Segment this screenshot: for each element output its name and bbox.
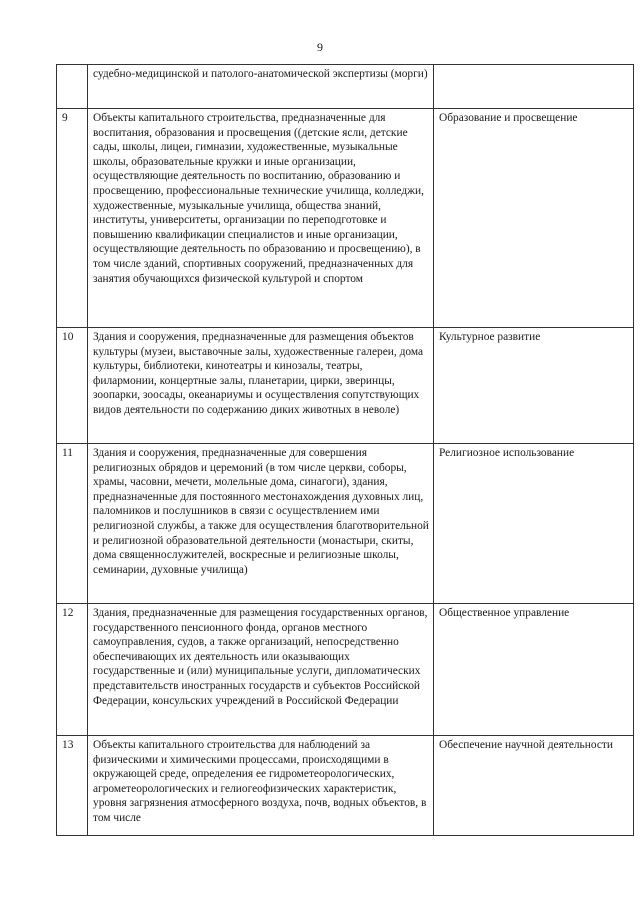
row-category: Религиозное использование [434, 444, 634, 604]
row-category: Общественное управление [434, 604, 634, 736]
row-description: Здания, предназначенные для размещения государственных органов, государственного пенсионного фонда, органов местного самоуправления, судов, а также организаций, непосредственно обеспечивающих их деятельность или оказывающих государственные и (или) муниципальные услуги, дипломатических представительств иностранных государств и субъектов Российской Федерации, консульских учреждений в Российской Федерации [88, 604, 434, 736]
row-category: Образование и просвещение [434, 109, 634, 328]
land-use-table [56, 64, 634, 836]
row-description: Здания и сооружения, предназначенные для совершения религиозных обрядов и церемоний (в том числе церкви, соборы, храмы, часовни, мечети, молельные дома, синагоги), здания, предназначенные для постоянного местонахождения духовных лиц, паломников и послушников в связи с осуществлением ими религиозной службы, а также для осуществления благотворительной и религиозной образовательной деятельности (монастыри, скиты, дома священнослужителей, воскресные и религиозные школы, семинарии, духовные училища) [88, 444, 434, 604]
table-row [57, 444, 634, 604]
row-number: 10 [57, 328, 88, 444]
row-description: Здания и сооружения, предназначенные для размещения объектов культуры (музеи, выставочные залы, художественные галереи, дома культуры, библиотеки, кинотеатры и кинозалы, театры, филармонии, концертные залы, планетарии, цирки, зверинцы, зоопарки, зоосады, океанариумы и осуществления сопутствующих видов деятельности по содержанию диких животных в неволе) [88, 328, 434, 444]
table-row [57, 736, 634, 836]
row-number: 12 [57, 604, 88, 736]
row-number: 13 [57, 736, 88, 836]
row-number: 11 [57, 444, 88, 604]
row-category [434, 65, 634, 109]
row-description: судебно-медицинской и патолого-анатомической экспертизы (морги) [88, 65, 434, 109]
row-number [57, 65, 88, 109]
table-row [57, 604, 634, 736]
table-row [57, 328, 634, 444]
row-description: Объекты капитального строительства для наблюдений за физическими и химическими процессами, происходящими в окружающей среде, определения ее гидрометеорологических, агрометеорологических и гелиогеофизических характеристик, уровня загрязнения атмосферного воздуха, почв, водных объектов, в том числе [88, 736, 434, 836]
table-row [57, 65, 634, 109]
row-description: Объекты капитального строительства, предназначенные для воспитания, образования и просвещения ((детские ясли, детские сады, школы, лицеи, гимназии, художественные, музыкальные школы, образовательные кружки и иные организации, осуществляющие деятельность по воспитанию, образованию и просвещению, профессиональные технические училища, колледжи, художественные, музыкальные училища, общества знаний, институты, университеты, организации по переподготовке и повышению квалификации специалистов и иные организации, осуществляющие деятельность по образованию и просвещению), в том числе зданий, спортивных сооружений, предназначенных для занятия обучающихся физической культурой и спортом [88, 109, 434, 328]
page-number: 9 [317, 40, 323, 54]
table-row [57, 109, 634, 328]
row-category: Культурное развитие [434, 328, 634, 444]
row-category: Обеспечение научной деятельности [434, 736, 634, 836]
row-number: 9 [57, 109, 88, 328]
